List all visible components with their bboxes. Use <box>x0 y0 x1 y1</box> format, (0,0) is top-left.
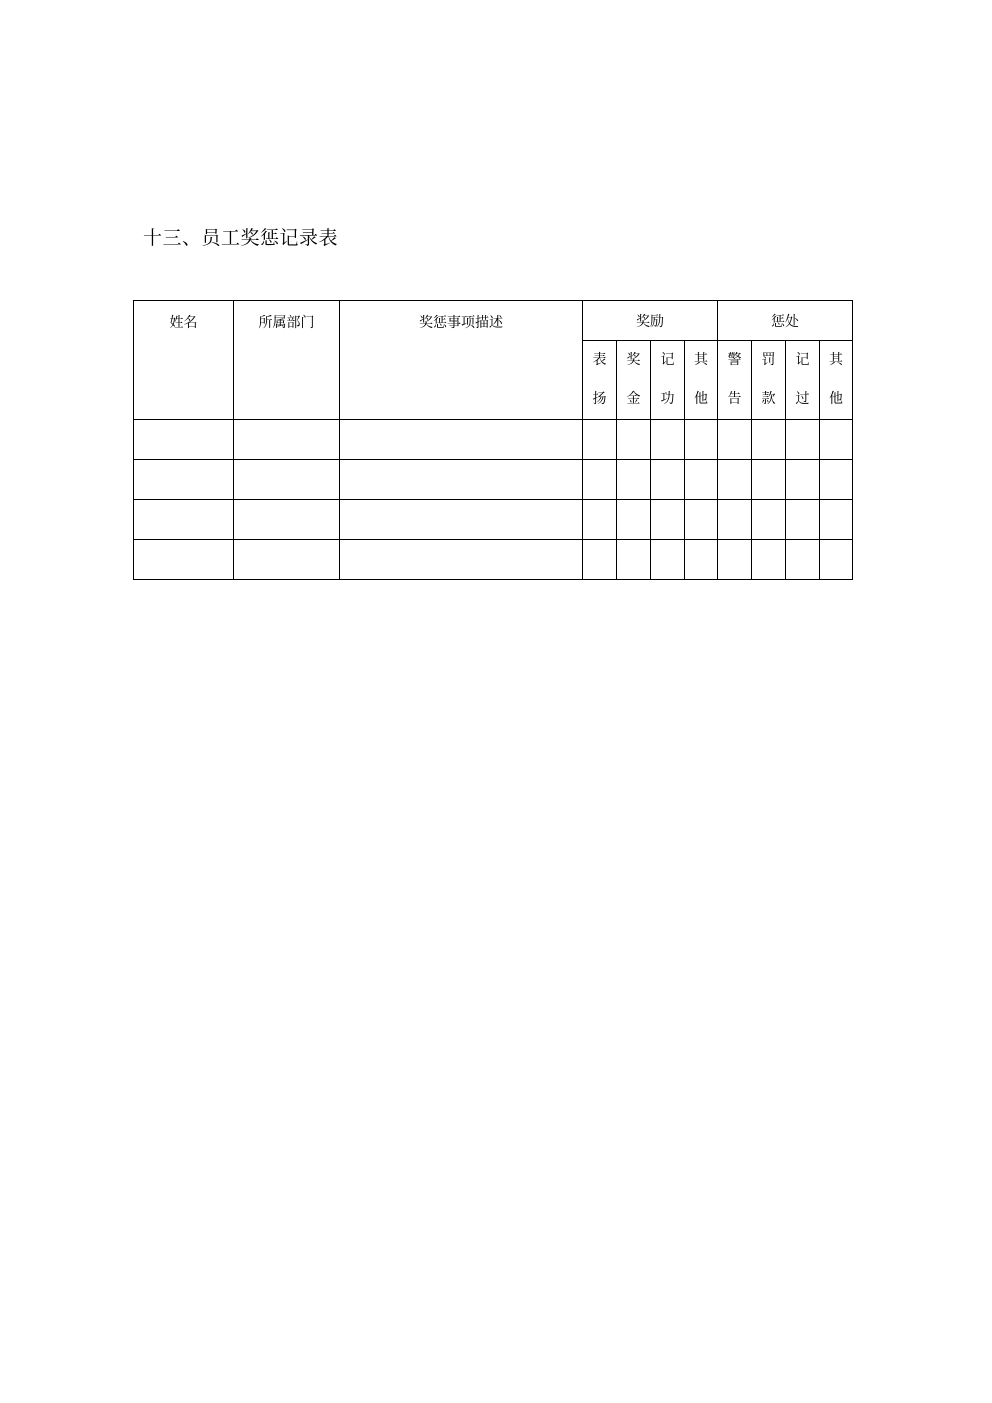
header-description: 奖惩事项描述 <box>340 301 583 420</box>
cell-name[interactable] <box>134 540 234 580</box>
cell-punish-demerit[interactable] <box>786 460 820 500</box>
cell-punish-fine[interactable] <box>752 500 786 540</box>
cell-reward-merit[interactable] <box>651 420 685 460</box>
subheader-reward-praise: 表 扬 <box>583 341 617 420</box>
cell-reward-merit[interactable] <box>651 500 685 540</box>
cell-name[interactable] <box>134 500 234 540</box>
cell-reward-praise[interactable] <box>583 420 617 460</box>
cell-name[interactable] <box>134 420 234 460</box>
header-punishment: 惩处 <box>718 301 853 341</box>
header-name: 姓名 <box>134 301 234 420</box>
cell-reward-praise[interactable] <box>583 540 617 580</box>
cell-reward-other[interactable] <box>685 460 718 500</box>
cell-punish-other[interactable] <box>820 540 853 580</box>
subheader-reward-bonus: 奖 金 <box>617 341 651 420</box>
cell-reward-bonus[interactable] <box>617 500 651 540</box>
subheader-reward-other: 其 他 <box>685 341 718 420</box>
cell-reward-other[interactable] <box>685 500 718 540</box>
cell-reward-praise[interactable] <box>583 500 617 540</box>
table-row <box>134 460 853 500</box>
cell-punish-fine[interactable] <box>752 420 786 460</box>
cell-punish-warning[interactable] <box>718 460 752 500</box>
cell-punish-warning[interactable] <box>718 500 752 540</box>
subheader-punish-fine: 罚 款 <box>752 341 786 420</box>
table-row <box>134 420 853 460</box>
cell-name[interactable] <box>134 460 234 500</box>
cell-punish-other[interactable] <box>820 460 853 500</box>
cell-punish-fine[interactable] <box>752 540 786 580</box>
cell-reward-other[interactable] <box>685 420 718 460</box>
subheader-reward-merit: 记 功 <box>651 341 685 420</box>
subheader-punish-demerit: 记 过 <box>786 341 820 420</box>
cell-punish-other[interactable] <box>820 500 853 540</box>
header-reward: 奖励 <box>583 301 718 341</box>
cell-punish-other[interactable] <box>820 420 853 460</box>
cell-punish-warning[interactable] <box>718 420 752 460</box>
cell-reward-merit[interactable] <box>651 460 685 500</box>
subheader-punish-other: 其 他 <box>820 341 853 420</box>
cell-reward-bonus[interactable] <box>617 460 651 500</box>
cell-reward-praise[interactable] <box>583 460 617 500</box>
subheader-punish-warning: 警 告 <box>718 341 752 420</box>
table-row <box>134 500 853 540</box>
cell-department[interactable] <box>234 500 340 540</box>
cell-punish-demerit[interactable] <box>786 500 820 540</box>
cell-description[interactable] <box>340 540 583 580</box>
cell-reward-bonus[interactable] <box>617 420 651 460</box>
cell-punish-demerit[interactable] <box>786 540 820 580</box>
cell-department[interactable] <box>234 460 340 500</box>
cell-description[interactable] <box>340 500 583 540</box>
cell-reward-bonus[interactable] <box>617 540 651 580</box>
reward-punishment-table <box>133 300 853 580</box>
cell-punish-warning[interactable] <box>718 540 752 580</box>
cell-punish-fine[interactable] <box>752 460 786 500</box>
cell-department[interactable] <box>234 540 340 580</box>
cell-reward-merit[interactable] <box>651 540 685 580</box>
cell-reward-other[interactable] <box>685 540 718 580</box>
header-department: 所属部门 <box>234 301 340 420</box>
page-title: 十三、员工奖惩记录表 <box>143 227 339 249</box>
cell-description[interactable] <box>340 420 583 460</box>
cell-punish-demerit[interactable] <box>786 420 820 460</box>
header-row <box>134 301 853 341</box>
cell-description[interactable] <box>340 460 583 500</box>
cell-department[interactable] <box>234 420 340 460</box>
table-row <box>134 540 853 580</box>
